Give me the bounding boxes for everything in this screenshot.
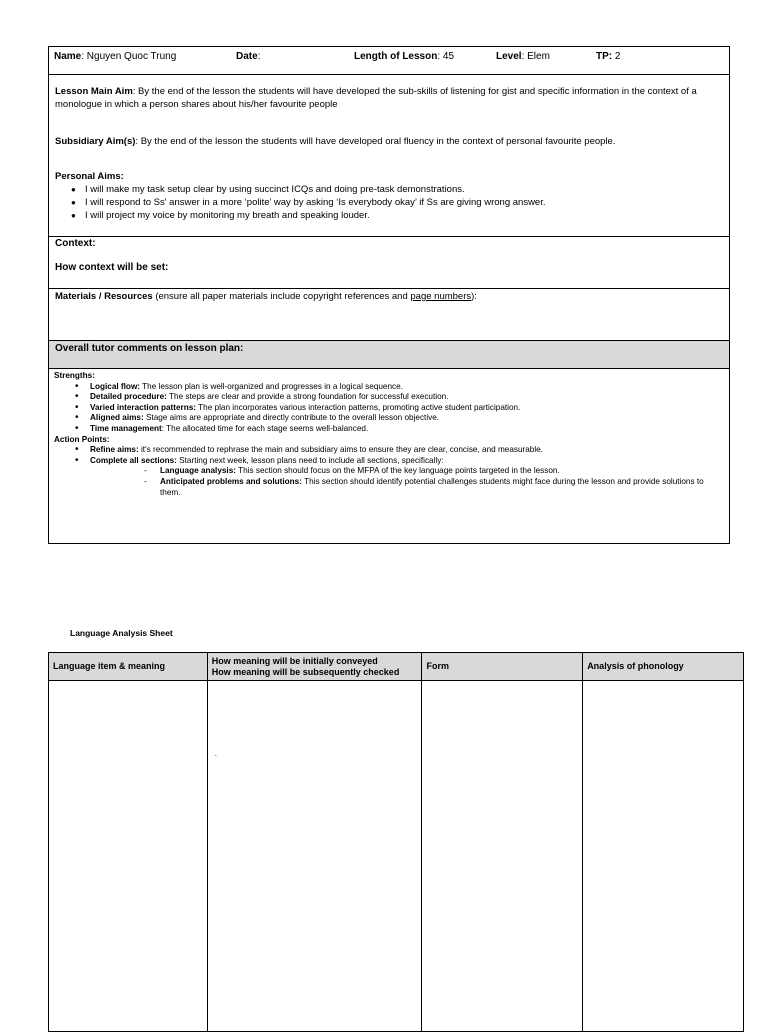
list-item: • Detailed procedure: The steps are clear and provide a strong foundation for successful execution. [90, 392, 723, 403]
stray-mark: . [214, 749, 217, 758]
materials-section: Materials / Resources (ensure all paper materials include copyright references and page numbers): [49, 289, 729, 341]
cell-language-item[interactable] [49, 681, 208, 1032]
page-numbers-text: page numbers [410, 291, 472, 302]
aims-section [49, 75, 729, 237]
name-field: Name: Nguyen Quoc Trung [54, 51, 177, 62]
how-context-label: How context will be set: [55, 262, 169, 273]
col-phonology: Analysis of phonology [583, 653, 744, 681]
tutor-comments [49, 369, 729, 543]
personal-aims-heading: Personal Aims: [55, 171, 124, 182]
tp-field: TP: 2 [596, 51, 621, 62]
list-item: • Complete all sections: Starting next week, lesson plans need to include all sections, specifically: - Language analysis: This section should focus on the MFPA of the key language points targeted in the lesson. - Anticipated problems and solutions: This section should identify potential challenges students might face during the lesson and provide solutions to them. [90, 456, 723, 498]
action-points-list [54, 445, 723, 498]
action-points-label: Action Points: [54, 434, 110, 444]
cell-meaning[interactable] [207, 681, 422, 1032]
context-label: Context: [55, 238, 96, 249]
personal-aims-list [55, 183, 723, 222]
col-meaning: How meaning will be initially conveyed How meaning will be subsequently checked [207, 653, 422, 681]
lesson-plan-table [48, 46, 730, 544]
list-item: • Time management: The allocated time for each stage seems well-balanced. [90, 424, 723, 435]
main-aim: Lesson Main Aim: By the end of the lesson the students will have developed the sub-skills of listening for gist and specific information in the context of a monologue in which a person shares about his/her favourite people [55, 86, 697, 110]
list-item: ● I will respond to Ss' answer in a more ‘polite’ way by asking ‘Is everybody okay’ if Ss are giving wrong answer. [85, 196, 723, 209]
table-header-row [49, 653, 744, 681]
list-item: • Refine aims: it's recommended to rephrase the main and subsidiary aims to ensure they are clear, concise, and measurable. [90, 445, 723, 456]
level-field: Level: Elem [496, 51, 550, 62]
header-row [49, 47, 729, 75]
context-section [49, 237, 729, 289]
col-language-item: Language item & meaning [49, 653, 208, 681]
cell-phonology[interactable] [583, 681, 744, 1032]
materials-label: Materials / Resources [55, 291, 153, 302]
cell-form[interactable] [422, 681, 583, 1032]
list-item: ● I will project my voice by monitoring my breath and speaking louder. [85, 209, 723, 222]
list-item: ● I will make my task setup clear by using succinct ICQs and doing pre-task demonstrations. [85, 183, 723, 196]
list-item: • Varied interaction patterns: The plan incorporates various interaction patterns, promoting active student participation. [90, 403, 723, 414]
length-field: Length of Lesson: 45 [354, 51, 455, 62]
table-row [49, 681, 744, 1032]
tutor-comments-heading: Overall tutor comments on lesson plan: [49, 341, 729, 369]
list-item: • Logical flow: The lesson plan is well-organized and progresses in a logical sequence. [90, 382, 723, 393]
list-item: • Aligned aims: Stage aims are appropriate and directly contribute to the overall lesson objective. [90, 413, 723, 424]
language-analysis-title: Language Analysis Sheet [70, 628, 173, 638]
list-item: - Language analysis: This section should focus on the MFPA of the key language points targeted in the lesson. [160, 466, 723, 477]
list-item: - Anticipated problems and solutions: This section should identify potential challenges students might face during the lesson and provide solutions to them. [160, 477, 723, 498]
strengths-list [54, 382, 723, 435]
sub-action-list [90, 466, 723, 498]
strengths-label: Strengths: [54, 371, 95, 380]
date-field: Date: [236, 51, 261, 62]
language-analysis-table [48, 652, 744, 1032]
col-form: Form [422, 653, 583, 681]
subsidiary-aim: Subsidiary Aim(s): By the end of the lesson the students will have developed oral fluency in the context of personal favourite people. [55, 136, 616, 147]
